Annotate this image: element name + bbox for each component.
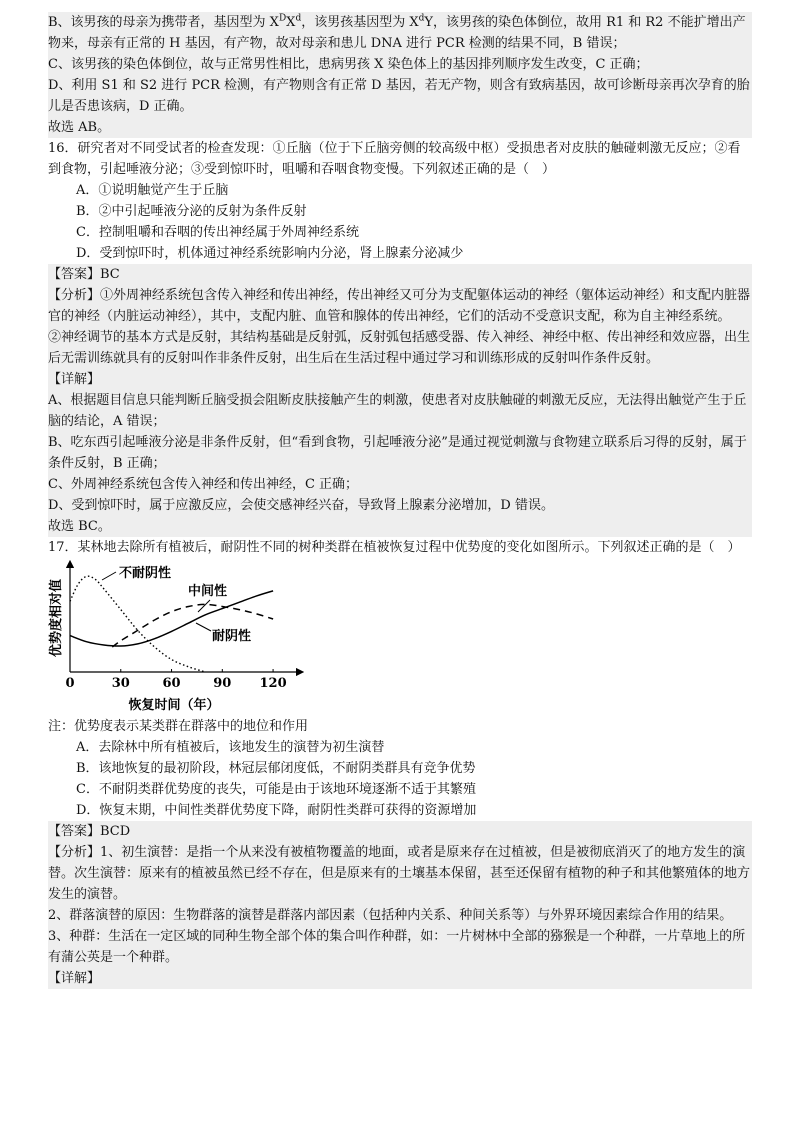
succession-chart — [48, 560, 752, 716]
x-tick-label: 90 — [213, 676, 232, 691]
q17-option-b: B．该地恢复的最初阶段，林冠层郁闭度低，不耐阴类群具有竞争优势 — [76, 761, 476, 776]
leader-intermediate — [198, 600, 210, 612]
x-axis-label: 恢复时间（年） — [128, 698, 220, 713]
q16-analysis-2: ②神经调节的基本方式是反射，其结构基础是反射弧，反射弧包括感受器、传入神经、神经中枢、传出神经和效应器，出生后无需训练就具有的反射叫作非条件反射，出生后在生活过程中通过学习和训练形成的反射叫作条件反射。 — [48, 330, 751, 366]
y-axis-label: 优势度相对值 — [49, 578, 64, 658]
q16-answer: 【答案】BC — [48, 267, 120, 282]
q16-option-b: B．②中引起唾液分泌的反射为条件反射 — [76, 204, 307, 219]
q17-option-c: C．不耐阴类群优势度的丧失，可能是由于该地环境逐渐不适于其繁殖 — [76, 782, 476, 797]
q16-analysis-1: 【分析】①外周神经系统包含传入神经和传出神经，传出神经又可分为支配躯体运动的神经（躯体运动神经）和支配内脏器官的神经（内脏运动神经），其中，支配内脏、血管和腺体的传出神经，它们的活动不受意识支配，称为自主神经系统。 — [48, 288, 751, 324]
x-tick-label: 0 — [65, 676, 75, 691]
text: B、该男孩的母亲为携带者，基因型为 X — [48, 15, 279, 30]
leader-shade-tolerant — [196, 623, 211, 631]
q17-note: 注：优势度表示某类群在群落中的地位和作用 — [48, 719, 309, 734]
q15-conclusion: 故选 AB。 — [48, 120, 111, 135]
text: X — [286, 15, 296, 30]
q16-option-a: A．①说明触觉产生于丘脑 — [76, 183, 229, 198]
annotation-shade-tolerant: 耐阴性 — [212, 629, 252, 644]
q16-option-c: C．控制咀嚼和吞咽的传出神经属于外周神经系统 — [76, 225, 359, 240]
q15-option-c-explanation: C、该男孩的染色体倒位，故与正常男性相比，患病男孩 X 染色体上的基因排列顺序发生改变，C 正确； — [48, 57, 649, 72]
q17-detail-heading: 【详解】 — [48, 971, 101, 986]
x-tick-label: 120 — [259, 676, 287, 691]
q15-option-b-explanation — [48, 12, 752, 54]
q16-detail-heading: 【详解】 — [48, 372, 101, 387]
superscript: d — [295, 13, 302, 24]
q16-conclusion: 故选 BC。 — [48, 519, 111, 534]
q17-stem: 17．某林地去除所有植被后，耐阴性不同的树种类群在植被恢复过程中优势度的变化如图所示。下列叙述正确的是（ ） — [48, 540, 741, 555]
q16-detail-c: C、外周神经系统包含传入神经和传出神经，C 正确； — [48, 477, 359, 492]
superscript: D — [278, 13, 287, 24]
q15-analysis-block — [48, 12, 752, 138]
text: Y，该男孩的染色体倒位，故用 R1 和 R2 不能扩增出产物来，母亲有正常的 H 基因，有产物，故对母亲和患儿 DNA 进行 PCR 检测的结果不同，B 错误； — [48, 15, 746, 51]
q16-detail-b: B、吃东西引起唾液分泌是非条件反射，但“看到食物，引起唾液分泌”是通过视觉刺激与食物建立联系后习得的反射，属于条件反射，B 正确； — [48, 435, 747, 471]
q17-analysis-3: 3、种群：生活在一定区域的同种生物全部个体的集合叫作种群，如：一片树林中全部的猕猴是一个种群，一片草地上的所有蒲公英是一个种群。 — [48, 929, 746, 965]
q16-option-d: D．受到惊吓时，机体通过神经系统影响内分泌，肾上腺素分泌减少 — [76, 246, 464, 261]
q16-detail-a: A、根据题目信息只能判断丘脑受损会阻断皮肤接触产生的刺激，使患者对皮肤触碰的刺激无反应，无法得出触觉产生于丘脑的结论，A 错误； — [48, 393, 747, 429]
annotation-intermediate: 中间性 — [188, 584, 228, 599]
succession-chart-svg — [48, 560, 308, 716]
x-tick-label: 60 — [162, 676, 181, 691]
document-page — [48, 12, 752, 989]
text: ，该男孩基因型为 X — [301, 15, 419, 30]
q16-stem: 16．研究者对不同受试者的检查发现：①丘脑（位于下丘脑旁侧的较高级中枢）受损患者对皮肤的触碰刺激无反应；②看到食物，引起唾液分泌；③受到惊吓时，咀嚼和吞咽食物变慢。下列叙述正确的是（ ） — [48, 141, 741, 177]
q16-detail-d: D、受到惊吓时，属于应激反应，会使交感神经兴奋，导致肾上腺素分泌增加，D 错误。 — [48, 498, 554, 513]
x-tick-label: 30 — [111, 676, 130, 691]
superscript: d — [418, 13, 425, 24]
annotation-shade-intolerant: 不耐阴性 — [119, 566, 172, 581]
q17-analysis-1: 【分析】1、初生演替：是指一个从来没有被植物覆盖的地面，或者是原来存在过植被，但是被彻底消灭了的地方发生的演替。次生演替：原来有的植被虽然已经不存在，但是原来有的土壤基本保留，甚至还保留有植物的种子和其他繁殖体的地方发生的演替。 — [48, 845, 751, 902]
q17-option-d: D．恢复末期，中间性类群优势度下降，耐阴性类群可获得的资源增加 — [76, 803, 477, 818]
leader-shade-intolerant — [102, 572, 116, 580]
q15-option-d-explanation: D、利用 S1 和 S2 进行 PCR 检测，有产物则含有正常 D 基因，若无产物，则含有致病基因，故可诊断母亲再次孕育的胎儿是否患该病，D 正确。 — [48, 78, 750, 114]
series-lines — [70, 576, 273, 672]
q16-solution-block — [48, 264, 752, 537]
q17-option-a: A．去除林中所有植被后，该地发生的演替为初生演替 — [76, 740, 385, 755]
q17-solution-block — [48, 821, 752, 989]
q17-analysis-2: 2、群落演替的原因：生物群落的演替是群落内部因素（包括种内关系、种间关系等）与外界环境因素综合作用的结果。 — [48, 908, 733, 923]
q17-answer: 【答案】BCD — [48, 824, 131, 839]
